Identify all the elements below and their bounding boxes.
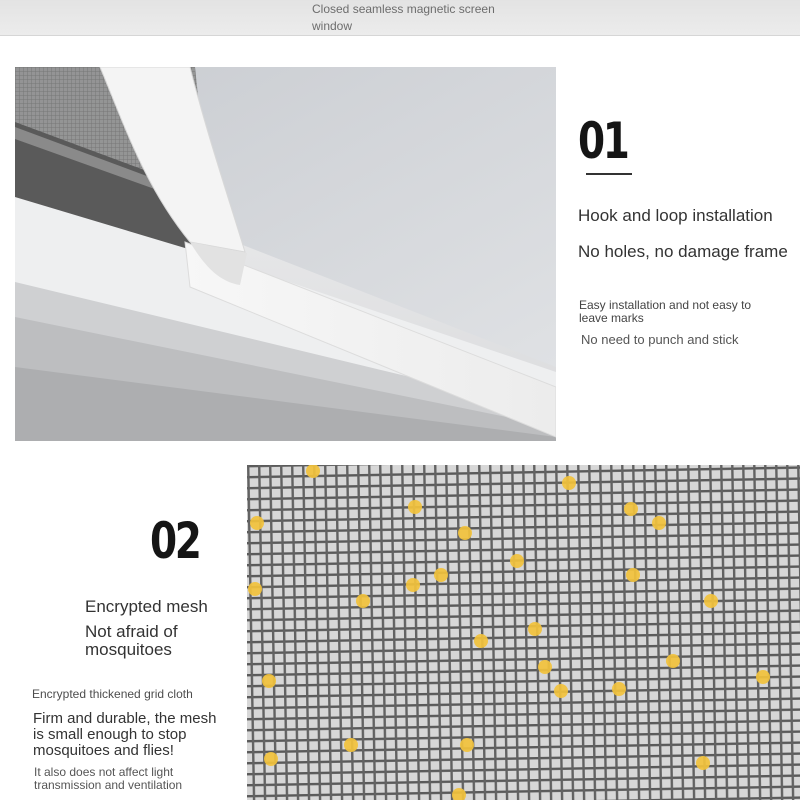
- section2-title: Encrypted mesh: [85, 597, 208, 616]
- header-caption: Closed seamless magnetic screen window: [312, 2, 495, 33]
- section2-note1: Encrypted thickened grid cloth: [32, 687, 193, 701]
- header-band: [0, 0, 800, 36]
- mesh-photo: [247, 465, 800, 800]
- section1-divider: [586, 173, 632, 175]
- mesh-particle: [528, 622, 542, 636]
- mesh-particle: [458, 526, 472, 540]
- mesh-particle: [248, 582, 262, 596]
- mesh-particle: [474, 634, 488, 648]
- hook-loop-photo: [15, 67, 556, 441]
- mesh-particle: [704, 594, 718, 608]
- mesh-particle: [538, 660, 552, 674]
- mesh-particle: [652, 516, 666, 530]
- section2-subtitle: Not afraid of mosquitoes: [85, 622, 178, 659]
- mesh-particle: [344, 738, 358, 752]
- mesh-particle: [696, 756, 710, 770]
- mesh-particle: [756, 670, 770, 684]
- mesh-particle: [408, 500, 422, 514]
- mesh-particle: [262, 674, 276, 688]
- section1-number: 01: [578, 112, 628, 170]
- mesh-particle: [356, 594, 370, 608]
- section1-subtitle: No holes, no damage frame: [578, 242, 788, 261]
- mesh-particle: [434, 568, 448, 582]
- mesh-particle: [624, 502, 638, 516]
- section1-note1: Easy installation and not easy to leave marks: [579, 298, 752, 325]
- mesh-particle: [666, 654, 680, 668]
- section2-note2: It also does not affect light transmission and ventilation: [34, 765, 183, 792]
- mesh-particle: [554, 684, 568, 698]
- mesh-particle: [562, 476, 576, 490]
- section1-note2: No need to punch and stick: [581, 332, 739, 347]
- section1-title: Hook and loop installation: [578, 206, 773, 225]
- mesh-particle: [510, 554, 524, 568]
- mesh-particle: [250, 516, 264, 530]
- section2-number: 02: [150, 512, 200, 570]
- mesh-particle: [406, 578, 420, 592]
- mesh-particle: [612, 682, 626, 696]
- mesh-particle: [460, 738, 474, 752]
- section2-description: Firm and durable, the mesh is small enough to stop mosquitoes and flies!: [33, 711, 217, 759]
- mesh-particle: [626, 568, 640, 582]
- mesh-particle: [264, 752, 278, 766]
